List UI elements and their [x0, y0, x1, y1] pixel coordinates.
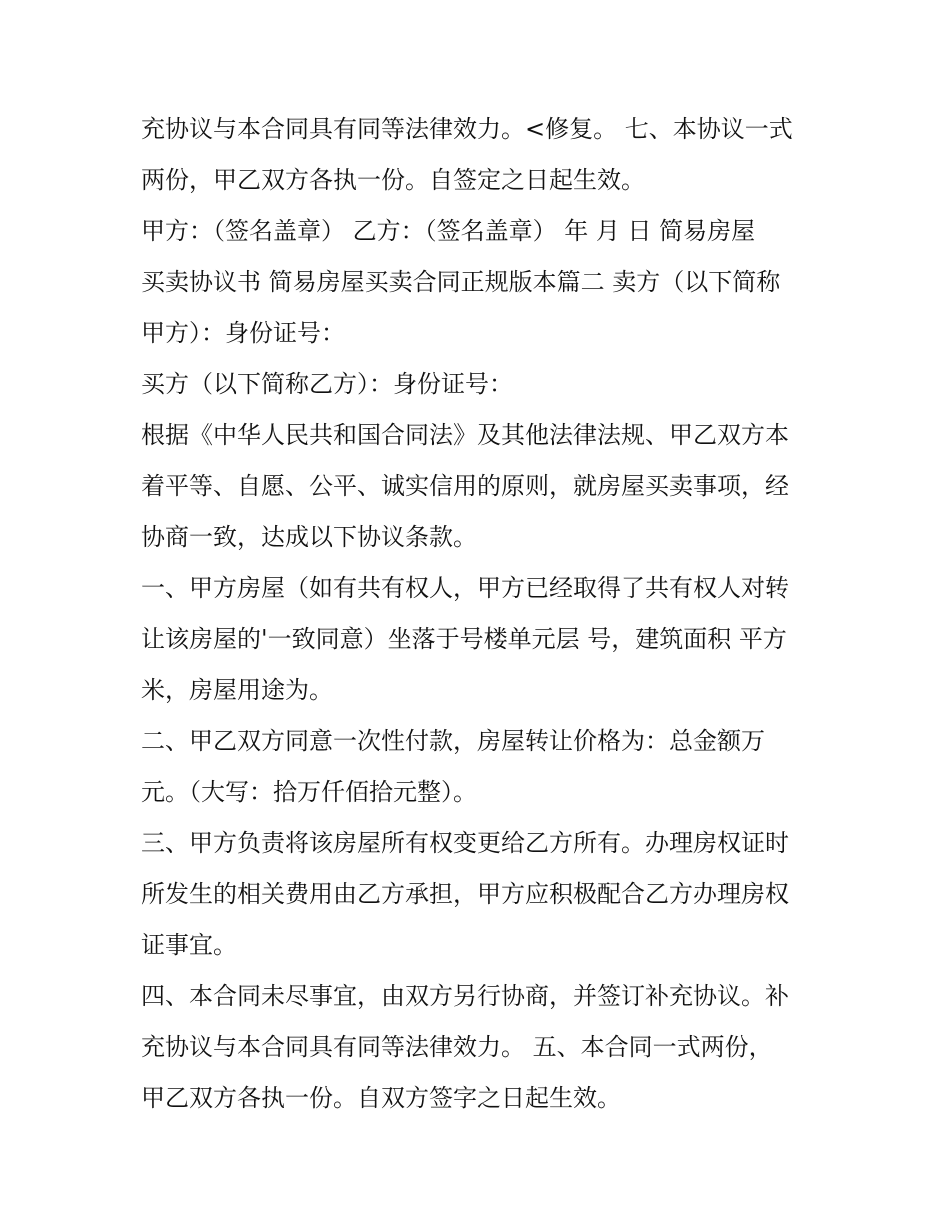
text-line: 证事宜。	[141, 931, 237, 959]
text-line: 充协议与本合同具有同等法律效力。<修复。 七、本协议一式	[141, 115, 793, 143]
text-line: 二、甲乙双方同意一次性付款，房屋转让价格为：总金额万	[141, 727, 765, 755]
text-line: 根据《中华人民共和国合同法》及其他法律法规、甲乙双方本	[141, 421, 789, 449]
text-line: 着平等、自愿、公平、诚实信用的原则，就房屋买卖事项，经	[141, 472, 789, 500]
text-line: 三、甲方负责将该房屋所有权变更给乙方所有。办理房权证时	[141, 829, 789, 857]
text-line: 米，房屋用途为。	[141, 676, 333, 704]
text-line: 四、本合同未尽事宜，由双方另行协商，并签订补充协议。补	[141, 982, 789, 1010]
text-line: 一、甲方房屋（如有共有权人，甲方已经取得了共有权人对转	[141, 574, 789, 602]
text-line: 买卖协议书 简易房屋买卖合同正规版本篇二 卖方（以下简称	[141, 268, 781, 296]
text-line: 充协议与本合同具有同等法律效力。 五、本合同一式两份，	[141, 1033, 773, 1061]
text-line: 甲乙双方各执一份。自双方签字之日起生效。	[141, 1084, 621, 1112]
text-line: 两份，甲乙双方各执一份。自签定之日起生效。	[141, 166, 645, 194]
text-line: 协商一致，达成以下协议条款。	[141, 523, 477, 551]
text-line: 所发生的相关费用由乙方承担，甲方应积极配合乙方办理房权	[141, 880, 789, 908]
text-line: 让该房屋的'一致同意）坐落于号楼单元层 号，建筑面积 平方	[141, 625, 787, 653]
text-line: 元。（大写：拾万仟佰拾元整）。	[141, 778, 477, 806]
text-line: 买方（以下简称乙方）：身份证号：	[141, 370, 513, 398]
document-body	[141, 104, 821, 1124]
text-line: 甲方）：身份证号：	[141, 319, 345, 347]
text-line: 甲方：（签名盖章） 乙方：（签名盖章） 年 月 日 简易房屋	[141, 217, 756, 245]
